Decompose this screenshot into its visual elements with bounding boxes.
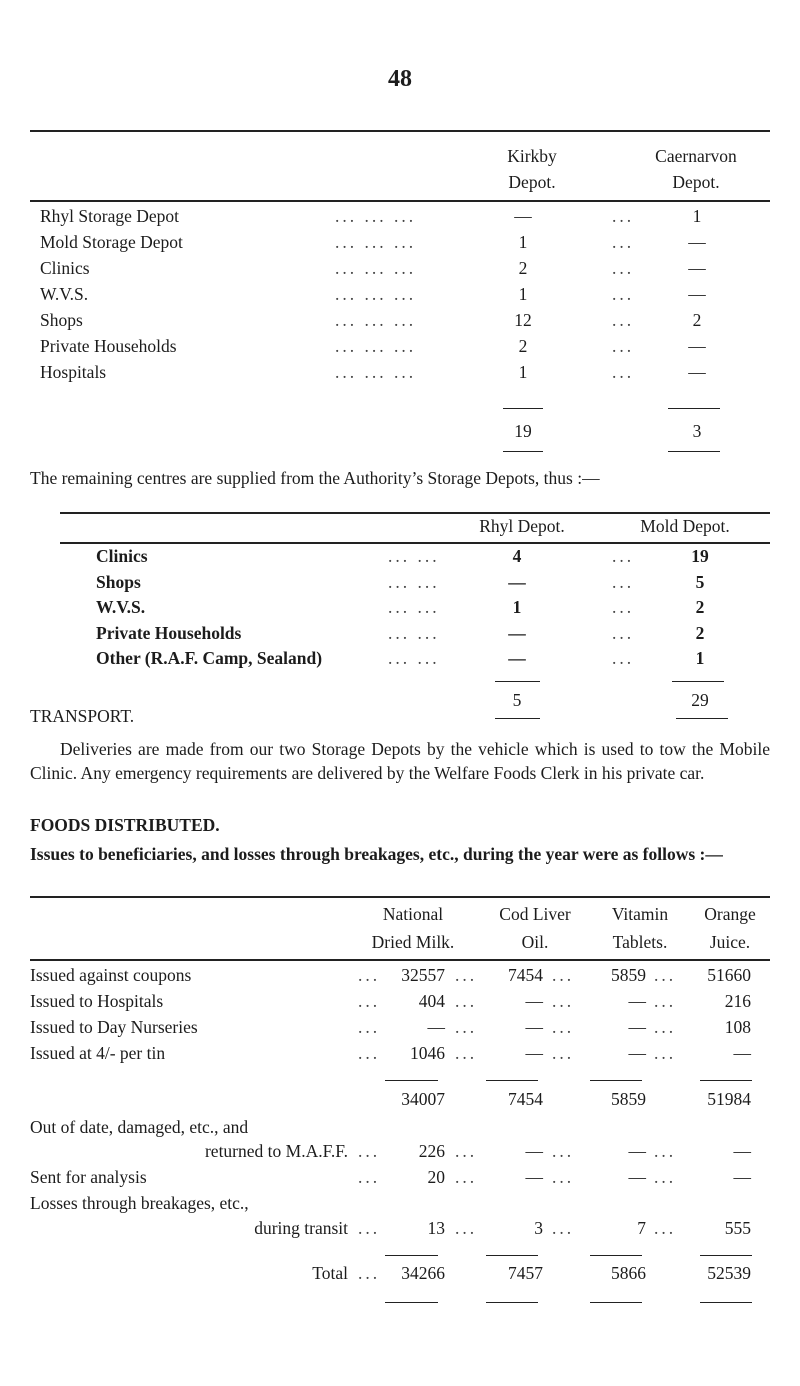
cell-caernarvon: — <box>688 284 706 304</box>
total-rule <box>495 681 540 682</box>
leader-dots: ... <box>455 1141 478 1161</box>
leader-dots: ... <box>612 546 635 566</box>
leader-dots: ... <box>612 310 635 330</box>
remaining-centres-text: The remaining centres are supplied from the Authority’s Storage Depots, thus :— <box>30 468 600 488</box>
column-header-vitamin-tablets: Vitamin Tablets. <box>611 904 669 952</box>
leader-dots: ... <box>552 1141 575 1161</box>
row-label-out-of-date-damaged-etc-and: Out of date, damaged, etc., and <box>30 1117 249 1137</box>
column-header-orange-juice: Orange Juice. <box>704 904 756 952</box>
cell-value: 51984 <box>707 1089 751 1109</box>
leader-dots: ... ... <box>388 572 440 592</box>
leader-dots: ... <box>552 965 575 985</box>
leader-dots: ... <box>612 232 635 252</box>
row-label-continued: returned to M.A.F.F. <box>204 1141 348 1161</box>
leader-dots: ... ... ... <box>335 232 417 252</box>
column-header-national-dried-milk: National Dried Milk. <box>371 904 455 952</box>
total-bottom-rule <box>495 718 540 719</box>
leader-dots: ... ... ... <box>335 362 417 382</box>
leader-dots: ... <box>612 284 635 304</box>
cell-mold: 19 <box>691 546 709 566</box>
leader-dots: ... <box>612 572 635 592</box>
column-header-mold: Mold Depot. <box>640 516 730 536</box>
total-bottom-rule <box>590 1302 642 1303</box>
total-kirkby: 19 <box>514 421 532 441</box>
cell-value: — <box>628 1017 646 1037</box>
cell-value: 34266 <box>401 1263 445 1283</box>
total-rule <box>486 1255 538 1256</box>
leader-dots: ... <box>455 991 478 1011</box>
leader-dots: ... <box>612 206 635 226</box>
cell-kirkby: 1 <box>518 362 528 382</box>
cell-kirkby: 1 <box>518 284 528 304</box>
cell-mold: 1 <box>695 648 705 668</box>
leader-dots: ... <box>358 1017 381 1037</box>
cell-value: 216 <box>724 991 751 1011</box>
transport-heading: TRANSPORT. <box>30 706 135 726</box>
cell-value: 34007 <box>401 1089 445 1109</box>
cell-value: — <box>733 1141 751 1161</box>
leader-dots: ... ... ... <box>335 258 417 278</box>
cell-value: 3 <box>534 1218 543 1238</box>
leader-dots: ... <box>455 1043 478 1063</box>
cell-kirkby: 2 <box>518 336 528 356</box>
leader-dots: ... <box>612 258 635 278</box>
row-label-clinics: Clinics <box>96 546 148 566</box>
subtotal-rule <box>700 1080 752 1081</box>
column-header-rhyl: Rhyl Depot. <box>479 516 565 536</box>
leader-dots: ... ... <box>388 597 440 617</box>
leader-dots: ... <box>455 1218 478 1238</box>
cell-value: 7457 <box>508 1263 543 1283</box>
column-header-kirkby: Kirkby Depot. <box>507 146 557 192</box>
cell-value: — <box>525 1017 543 1037</box>
row-label-private-households: Private Households <box>96 623 242 643</box>
cell-value: 52539 <box>707 1263 751 1283</box>
leader-dots: ... <box>358 1141 381 1161</box>
leader-dots: ... <box>358 1167 381 1187</box>
row-label-issued-to-hospitals: Issued to Hospitals <box>30 991 164 1011</box>
leader-dots: ... <box>455 1017 478 1037</box>
cell-value: — <box>628 1167 646 1187</box>
cell-rhyl: — <box>508 648 526 668</box>
table-top-rule <box>60 512 770 514</box>
total-bottom-rule <box>385 1302 438 1303</box>
cell-caernarvon: — <box>688 258 706 278</box>
row-label-issued-at-4-per-tin: Issued at 4/- per tin <box>30 1043 166 1063</box>
leader-dots: ... <box>654 1017 677 1037</box>
cell-value: — <box>733 1043 751 1063</box>
cell-value: — <box>525 1167 543 1187</box>
cell-value: 108 <box>724 1017 751 1037</box>
subtotal-rule <box>590 1080 642 1081</box>
cell-rhyl: 1 <box>512 597 522 617</box>
row-label-losses-through-breakages-etc: Losses through breakages, etc., <box>30 1193 249 1213</box>
leader-dots: ... <box>358 1043 381 1063</box>
foods-text: Issues to beneficiaries, and losses through breakages, etc., during the year were as follows :— <box>30 844 723 864</box>
cell-rhyl: — <box>508 572 526 592</box>
table-top-rule <box>30 896 770 898</box>
total-rule <box>590 1255 642 1256</box>
leader-dots: ... <box>654 965 677 985</box>
cell-rhyl: — <box>508 623 526 643</box>
row-label-w-v-s: W.V.S. <box>96 597 146 617</box>
cell-mold: 2 <box>695 623 705 643</box>
total-rule <box>385 1255 438 1256</box>
leader-dots: ... <box>455 965 478 985</box>
leader-dots: ... <box>612 648 635 668</box>
leader-dots: ... <box>552 1017 575 1037</box>
total-bottom-rule <box>503 451 543 452</box>
cell-mold: 2 <box>695 597 705 617</box>
leader-dots: ... ... ... <box>335 206 417 226</box>
row-label-continued: during transit <box>254 1218 348 1238</box>
total-mold: 29 <box>691 690 709 710</box>
total-bottom-rule <box>676 718 728 719</box>
row-label-clinics: Clinics <box>40 258 90 278</box>
cell-value: 404 <box>418 991 445 1011</box>
cell-kirkby: 2 <box>518 258 528 278</box>
leader-dots: ... <box>455 1167 478 1187</box>
leader-dots: ... <box>654 1218 677 1238</box>
cell-value: — <box>525 991 543 1011</box>
row-label-private-households: Private Households <box>40 336 177 356</box>
table-top-rule <box>30 130 770 132</box>
total-bottom-rule <box>700 1302 752 1303</box>
header-bottom-rule <box>60 542 770 544</box>
row-label-shops: Shops <box>96 572 141 592</box>
total-bottom-rule <box>486 1302 538 1303</box>
leader-dots: ... <box>358 991 381 1011</box>
leader-dots: ... <box>654 1141 677 1161</box>
total-rhyl: 5 <box>512 690 522 710</box>
leader-dots: ... <box>654 1167 677 1187</box>
leader-dots: ... <box>358 965 381 985</box>
total-label: Total <box>312 1263 348 1283</box>
row-label-issued-to-day-nurseries: Issued to Day Nurseries <box>30 1017 198 1037</box>
transport-text: Deliveries are made from our two Storage Depots by the vehicle which is used to tow the Mobile Clinic. Any emergency requirements are delivered by the Welfare Foods Clerk in his private car. <box>30 739 770 783</box>
cell-value: 51660 <box>707 965 751 985</box>
cell-value: — <box>525 1043 543 1063</box>
cell-value: 226 <box>418 1141 445 1161</box>
cell-caernarvon: 1 <box>692 206 702 226</box>
cell-value: 7454 <box>508 965 543 985</box>
row-label-issued-against-coupons: Issued against coupons <box>30 965 192 985</box>
cell-value: — <box>628 1141 646 1161</box>
subtotal-rule <box>385 1080 438 1081</box>
leader-dots: ... ... ... <box>335 336 417 356</box>
leader-dots: ... ... ... <box>335 284 417 304</box>
leader-dots: ... ... <box>388 546 440 566</box>
row-label-other-r-a-f-camp-sealand: Other (R.A.F. Camp, Sealand) <box>96 648 323 668</box>
cell-kirkby: 1 <box>518 232 528 252</box>
leader-dots: ... <box>654 991 677 1011</box>
leader-dots: ... <box>654 1043 677 1063</box>
cell-value: 5866 <box>611 1263 646 1283</box>
leader-dots: ... <box>552 1218 575 1238</box>
leader-dots: ... <box>612 597 635 617</box>
row-label-hospitals: Hospitals <box>40 362 107 382</box>
cell-value: 5859 <box>611 1089 646 1109</box>
row-label-mold-storage-depot: Mold Storage Depot <box>40 232 183 252</box>
cell-value: 1046 <box>410 1043 445 1063</box>
leader-dots: ... ... <box>388 623 440 643</box>
cell-caernarvon: — <box>688 336 706 356</box>
leader-dots: ... ... <box>388 648 440 668</box>
cell-value: — <box>628 1043 646 1063</box>
leader-dots: ... <box>612 336 635 356</box>
leader-dots: ... <box>358 1218 381 1238</box>
row-label-w-v-s: W.V.S. <box>40 284 89 304</box>
column-header-cod-liver-oil: Cod Liver Oil. <box>499 904 571 952</box>
cell-value: 20 <box>427 1167 445 1187</box>
column-header-caernarvon: Caernarvon Depot. <box>655 146 737 192</box>
cell-value: — <box>733 1167 751 1187</box>
cell-kirkby: 12 <box>514 310 532 330</box>
leader-dots: ... ... ... <box>335 310 417 330</box>
cell-kirkby: — <box>514 206 532 226</box>
leader-dots: ... <box>552 1043 575 1063</box>
cell-value: 32557 <box>401 965 445 985</box>
page-number: 48 <box>388 66 412 92</box>
total-rule <box>503 408 543 409</box>
cell-caernarvon: 2 <box>692 310 702 330</box>
cell-value: 13 <box>427 1218 445 1238</box>
cell-caernarvon: — <box>688 232 706 252</box>
cell-mold: 5 <box>695 572 705 592</box>
row-label-shops: Shops <box>40 310 83 330</box>
cell-value: 555 <box>724 1218 751 1238</box>
cell-value: 7454 <box>508 1089 543 1109</box>
row-label-sent-for-analysis: Sent for analysis <box>30 1167 147 1187</box>
cell-value: 7 <box>637 1218 646 1238</box>
subtotal-rule <box>486 1080 538 1081</box>
header-bottom-rule <box>30 200 770 202</box>
total-rule <box>668 408 720 409</box>
leader-dots: ... <box>358 1263 381 1283</box>
foods-heading: FOODS DISTRIBUTED. <box>30 815 220 835</box>
cell-value: — <box>628 991 646 1011</box>
cell-rhyl: 4 <box>512 546 522 566</box>
total-caernarvon: 3 <box>692 421 702 441</box>
cell-value: 5859 <box>611 965 646 985</box>
row-label-rhyl-storage-depot: Rhyl Storage Depot <box>40 206 180 226</box>
leader-dots: ... <box>612 362 635 382</box>
cell-value: — <box>525 1141 543 1161</box>
cell-caernarvon: — <box>688 362 706 382</box>
total-bottom-rule <box>668 451 720 452</box>
header-bottom-rule <box>30 959 770 961</box>
leader-dots: ... <box>552 991 575 1011</box>
total-rule <box>700 1255 752 1256</box>
leader-dots: ... <box>552 1167 575 1187</box>
cell-value: — <box>427 1017 445 1037</box>
total-rule <box>672 681 724 682</box>
leader-dots: ... <box>612 623 635 643</box>
